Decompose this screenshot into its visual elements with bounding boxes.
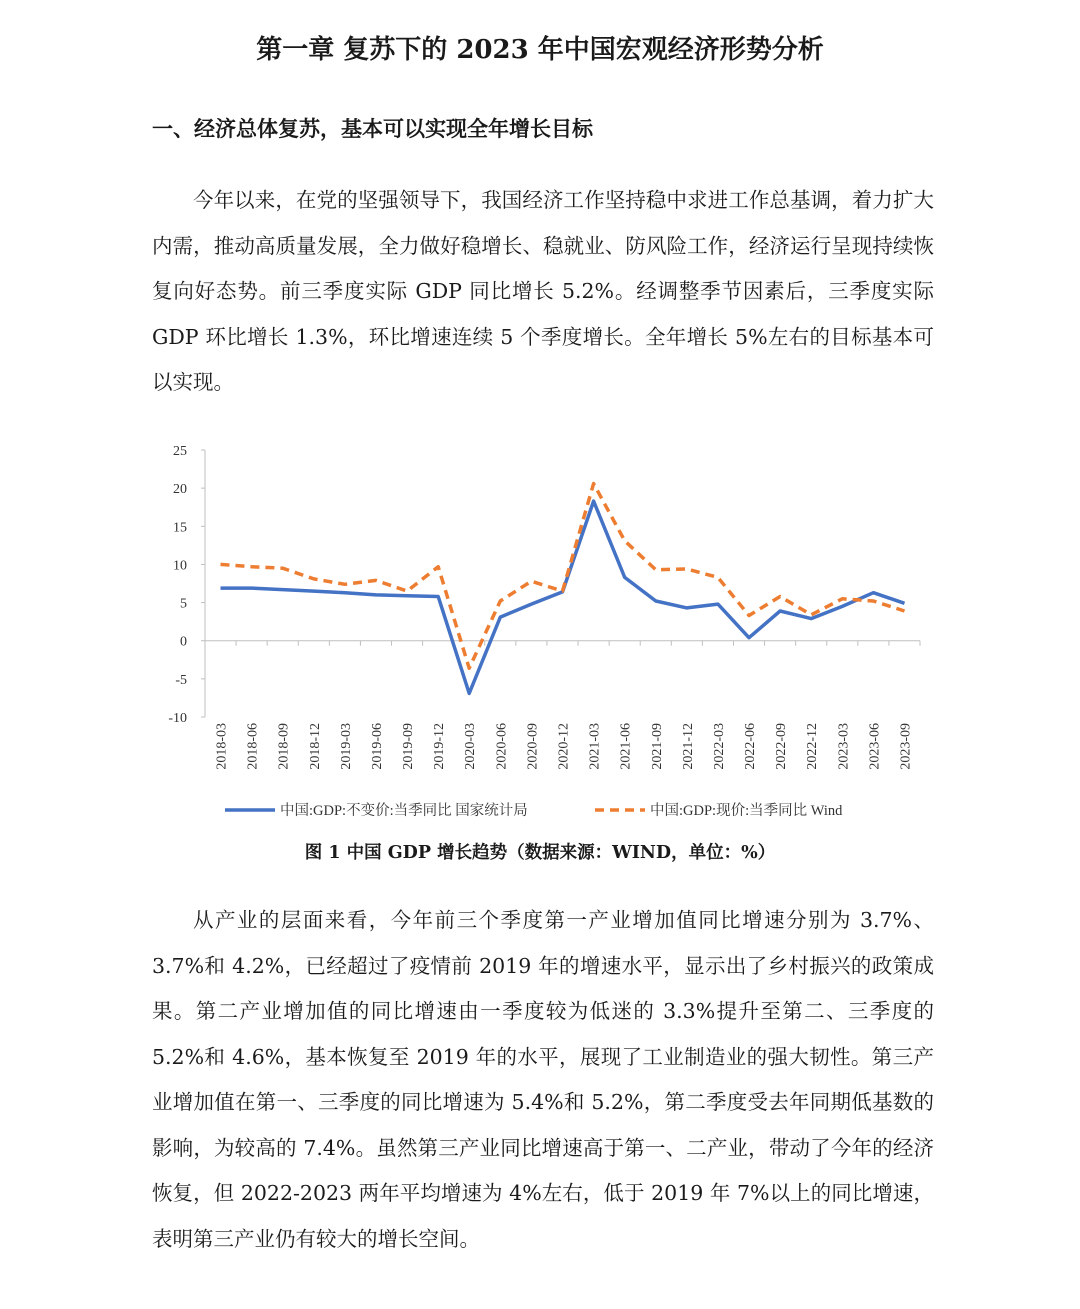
x-tick-label: 2022-12 <box>805 723 821 770</box>
x-tick-label: 2023-09 <box>898 723 914 770</box>
x-tick-label: 2018-12 <box>307 723 323 770</box>
y-tick-label: -10 <box>168 711 187 726</box>
x-tick-label: 2019-09 <box>401 723 417 770</box>
x-tick-label: 2019-03 <box>338 723 354 770</box>
series-line-1 <box>221 501 905 693</box>
y-tick-label: 25 <box>173 444 187 459</box>
y-tick-label: 10 <box>173 558 187 574</box>
x-tick-label: 2020-09 <box>525 723 541 770</box>
x-tick-label: 2018-06 <box>245 723 261 770</box>
gdp-chart-svg <box>150 430 940 830</box>
legend-label-2: 中国:GDP:现价:当季同比 Wind <box>650 803 843 819</box>
chapter-title: 第一章 复苏下的 2023 年中国宏观经济形势分析 <box>256 35 824 65</box>
x-tick-label: 2018-03 <box>214 723 230 770</box>
paragraph-overview: 今年以来，在党的坚强领导下，我国经济工作坚持稳中求进工作总基调，着力扩大内需，推动高质量发展，全力做好稳增长、稳就业、防风险工作，经济运行呈现持续恢复向好态势。前三季度实际 GDP 同比增长 5.2%。经调整季节因素后，三季度实际 GDP 环比增长 1.3%，环比增速连续 5 个季度增长。全年增长 5%左右的目标基本可以实现。 <box>152 188 934 394</box>
x-tick-label: 2023-03 <box>836 723 852 770</box>
x-tick-label: 2020-12 <box>556 723 572 770</box>
x-tick-label: 2021-03 <box>587 723 603 770</box>
figure-caption: 图 1 中国 GDP 增长趋势（数据来源：WIND，单位：%） <box>304 843 776 863</box>
x-tick-label: 2022-03 <box>711 723 727 770</box>
gdp-growth-chart <box>150 430 940 830</box>
section-heading: 一、经济总体复苏，基本可以实现全年增长目标 <box>152 116 593 141</box>
paragraph-industry: 从产业的层面来看，今年前三个季度第一产业增加值同比增速分别为 3.7%、3.7%和 4.2%，已经超过了疫情前 2019 年的增速水平，显示出了乡村振兴的政策成果。第二产业增加值的同比增速由一季度较为低迷的 3.3%提升至第二、三季度的 5.2%和 4.6%，基本恢复至 2019 年的水平，展现了工业制造业的强大韧性。第三产业增加值在第一、三季度的同比增速为 5.4%和 5.2%，第二季度受去年同期低基数的影响，为较高的 7.4%。虽然第三产业同比增速高于第一、二产业，带动了今年的经济恢复，但 2022-2023 两年平均增速为 4%左右，低于 2019 年 7%以上的同比增速，表明第三产业仍有较大的增长空间。 <box>152 908 934 1251</box>
y-tick-label: 0 <box>180 634 187 650</box>
y-tick-label: 15 <box>173 520 187 536</box>
x-tick-label: 2020-06 <box>494 723 510 770</box>
x-tick-label: 2021-12 <box>680 723 696 770</box>
x-tick-label: 2021-09 <box>649 723 665 770</box>
y-tick-label: 5 <box>180 596 187 612</box>
x-tick-label: 2023-06 <box>867 723 883 770</box>
x-tick-label: 2022-06 <box>743 723 759 770</box>
x-tick-label: 2019-12 <box>432 723 448 770</box>
x-tick-label: 2020-03 <box>463 723 479 770</box>
y-tick-label: 20 <box>173 482 187 498</box>
x-tick-label: 2022-09 <box>774 723 790 770</box>
legend-label-1: 中国:GDP:不变价:当季同比 国家统计局 <box>280 803 528 819</box>
y-tick-label: -5 <box>175 672 187 688</box>
x-tick-label: 2018-09 <box>276 723 292 770</box>
x-tick-label: 2019-06 <box>369 723 385 770</box>
x-tick-label: 2021-06 <box>618 723 634 770</box>
